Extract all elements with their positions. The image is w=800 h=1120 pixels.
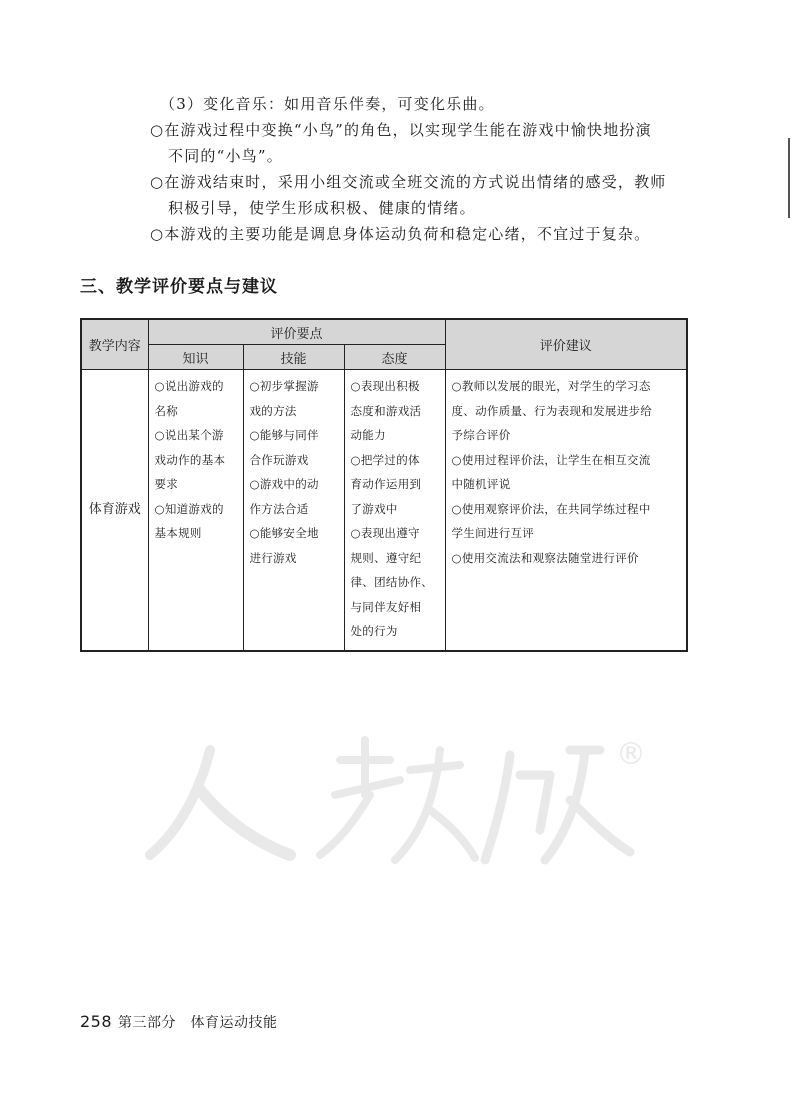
cell-line: 要求 xyxy=(154,477,179,491)
body-line: ○在游戏结束时，采用小组交流或全班交流的方式说出情绪的感受，教师 xyxy=(150,173,667,191)
cell-line: 度、动作质量、行为表现和发展进步给 xyxy=(451,403,653,418)
cell-knowledge xyxy=(148,370,243,651)
body-line: 不同的“小鸟”。 xyxy=(168,147,283,165)
cell-line: ○表现出遵守 xyxy=(350,526,420,540)
cell-line: 律、团结协作、 xyxy=(350,575,434,589)
body-line: ○本游戏的主要功能是调息身体运动负荷和稳定心绪，不宜过于复杂。 xyxy=(150,225,651,243)
cell-line: 进行游戏 xyxy=(249,550,297,565)
cell-line: 态度和游戏活 xyxy=(350,403,422,418)
cell-line: ○说出某个游 xyxy=(154,428,224,442)
cell-line: ○说出游戏的 xyxy=(154,379,224,393)
watermark-stroke xyxy=(395,750,475,860)
footer-section: 第三部分 体育运动技能 xyxy=(118,1015,278,1031)
cell-line: 予综合评价 xyxy=(451,428,511,442)
cell-line: 戏动作的基本 xyxy=(154,452,226,467)
body-line: ○在游戏过程中变换“小鸟”的角色，以实现学生能在游戏中愉快地扮演 xyxy=(150,121,652,139)
header-content: 教学内容 xyxy=(81,319,148,370)
cell-line: 中随机评说 xyxy=(451,477,511,491)
header-points: 评价要点 xyxy=(148,319,445,345)
cell-line: ○把学过的体 xyxy=(350,452,420,467)
cell-line: ○游戏中的动 xyxy=(249,477,319,491)
cell-line: 了游戏中 xyxy=(350,501,398,516)
cell-line: 戏的方法 xyxy=(249,403,297,418)
cell-line: 合作玩游戏 xyxy=(249,452,309,467)
cell-content: 体育游戏 xyxy=(81,370,148,651)
cell-line: 名称 xyxy=(154,403,179,418)
cell-line: ○使用观察评价法，在共同学练过程中 xyxy=(451,501,651,516)
body-line: 积极引导，使学生形成积极、健康的情绪。 xyxy=(168,199,476,217)
cell-line: ○能够与同伴 xyxy=(249,428,319,442)
evaluation-table xyxy=(80,318,688,652)
cell-line: ○表现出积极 xyxy=(350,379,420,393)
cell-line: 动能力 xyxy=(350,428,386,442)
watermark-stroke xyxy=(200,790,290,855)
header-skill: 技能 xyxy=(243,345,344,370)
cell-line: 基本规则 xyxy=(154,526,202,540)
watermark-mark: ® xyxy=(616,737,646,772)
table-row xyxy=(81,370,687,651)
watermark-stroke xyxy=(320,740,400,855)
cell-line: ○知道游戏的 xyxy=(154,501,224,516)
body-line: （3）变化音乐：如用音乐伴奏，可变化乐曲。 xyxy=(160,95,495,113)
cell-line: ○使用交流法和观察法随堂进行评价 xyxy=(451,550,639,565)
cell-line: ○使用过程评价法，让学生在相互交流 xyxy=(451,452,651,467)
cell-line: 学生间进行互评 xyxy=(451,526,535,540)
cell-skill xyxy=(243,370,344,651)
cell-line: 育动作运用到 xyxy=(350,477,422,491)
header-attitude: 态度 xyxy=(344,345,445,370)
header-suggestion: 评价建议 xyxy=(445,319,687,370)
header-knowledge: 知识 xyxy=(148,345,243,370)
cell-suggestion xyxy=(445,370,687,651)
watermark-stroke xyxy=(150,750,210,855)
cell-line: 作方法合适 xyxy=(249,501,309,516)
watermark-brush-strokes xyxy=(150,740,630,860)
section-title: 三、教学评价要点与建议 xyxy=(80,277,278,297)
cell-line: ○初步掌握游 xyxy=(249,379,319,393)
watermark-stroke xyxy=(485,755,550,860)
page-edge-mark xyxy=(788,138,790,218)
cell-line: ○教师以发展的眼光，对学生的学习态 xyxy=(451,379,651,393)
page-footer xyxy=(80,1012,278,1032)
cell-line: 与同伴友好相 xyxy=(350,599,422,614)
cell-line: 规则、遵守纪 xyxy=(350,550,422,565)
cell-attitude xyxy=(344,370,445,651)
page-number: 258 xyxy=(80,1012,113,1031)
cell-line: ○能够安全地 xyxy=(249,526,319,540)
publisher-watermark xyxy=(140,720,660,870)
cell-line: 处的行为 xyxy=(350,624,398,638)
